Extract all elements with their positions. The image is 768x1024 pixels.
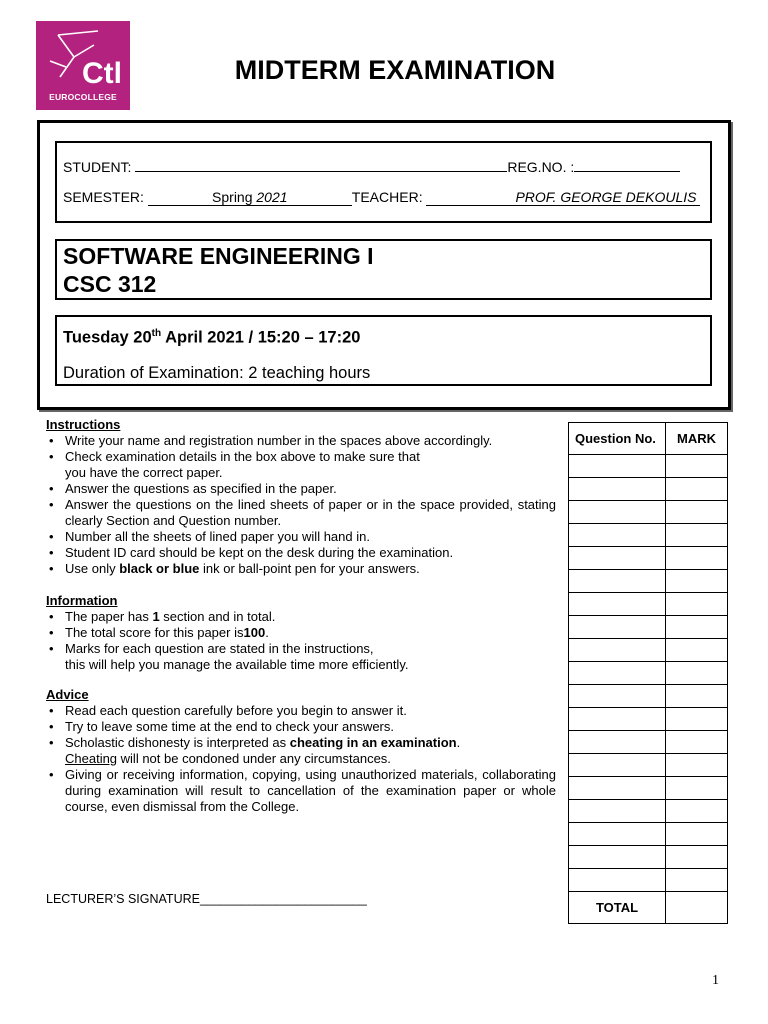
instruction-item: • Answer the questions on the lined sheets of paper or in the space provided, stating clearly Section and Question number. bbox=[46, 497, 556, 529]
marks-row bbox=[569, 616, 728, 639]
information-heading: Information bbox=[46, 593, 118, 608]
marks-row bbox=[569, 708, 728, 731]
semester-label: SEMESTER: bbox=[63, 189, 144, 205]
mark-cell[interactable] bbox=[666, 547, 728, 570]
marks-row bbox=[569, 800, 728, 823]
mark-cell[interactable] bbox=[666, 593, 728, 616]
information-item: • The paper has 1 section and in total. bbox=[46, 609, 556, 625]
exam-duration: Duration of Examination: 2 teaching hours bbox=[63, 364, 371, 382]
exam-date-suffix: th bbox=[151, 328, 162, 339]
student-details-box bbox=[55, 141, 712, 223]
marks-total-row bbox=[569, 892, 728, 924]
question-no-cell[interactable] bbox=[569, 593, 666, 616]
semester-field[interactable] bbox=[148, 189, 352, 206]
marks-row bbox=[569, 639, 728, 662]
logo-mark-icon bbox=[36, 21, 130, 91]
mark-header: MARK bbox=[666, 423, 728, 455]
instruction-item: • Write your name and registration number in the spaces above accordingly. bbox=[46, 433, 556, 449]
course-title bbox=[63, 242, 374, 298]
semester-season: Spring bbox=[212, 189, 253, 205]
teacher-field[interactable]: PROF. GEORGE DEKOULIS bbox=[426, 189, 700, 206]
information-item: • Marks for each question are stated in the instructions, this will help you manage the available time more efficiently. bbox=[46, 641, 556, 673]
mark-cell[interactable] bbox=[666, 570, 728, 593]
question-no-cell[interactable] bbox=[569, 616, 666, 639]
course-name: SOFTWARE ENGINEERING I bbox=[63, 243, 374, 269]
marks-row bbox=[569, 869, 728, 892]
course-code: CSC 312 bbox=[63, 271, 157, 297]
regno-label: REG.NO. : bbox=[507, 159, 575, 175]
question-no-cell[interactable] bbox=[569, 800, 666, 823]
mark-cell[interactable] bbox=[666, 777, 728, 800]
marks-table bbox=[568, 422, 728, 924]
advice-item: • Giving or receiving information, copying, using unauthorized materials, collaborating during examination will result to cancellation of the examination paper or whole course, even dismissal from the College. bbox=[46, 767, 556, 815]
mark-cell[interactable] bbox=[666, 501, 728, 524]
total-mark-cell[interactable] bbox=[666, 892, 728, 924]
mark-cell[interactable] bbox=[666, 869, 728, 892]
marks-row bbox=[569, 662, 728, 685]
marks-row bbox=[569, 524, 728, 547]
mark-cell[interactable] bbox=[666, 685, 728, 708]
mark-cell[interactable] bbox=[666, 616, 728, 639]
marks-row bbox=[569, 478, 728, 501]
marks-row bbox=[569, 547, 728, 570]
mark-cell[interactable] bbox=[666, 731, 728, 754]
instructions-heading: Instructions bbox=[46, 417, 121, 432]
marks-row bbox=[569, 731, 728, 754]
instruction-item: • Student ID card should be kept on the desk during the examination. bbox=[46, 545, 556, 561]
question-no-cell[interactable] bbox=[569, 455, 666, 478]
exam-date-time: April 2021 / 15:20 – 17:20 bbox=[161, 328, 361, 347]
student-name-field[interactable] bbox=[135, 157, 507, 172]
lecturer-signature-line[interactable]: LECTURER’S SIGNATURE________________________ bbox=[46, 892, 367, 906]
mark-cell[interactable] bbox=[666, 639, 728, 662]
advice-item: • Read each question carefully before you begin to answer it. bbox=[46, 703, 556, 719]
regno-field[interactable] bbox=[574, 157, 680, 172]
marks-row bbox=[569, 570, 728, 593]
instruction-item: • Answer the questions as specified in the paper. bbox=[46, 481, 556, 497]
marks-row bbox=[569, 823, 728, 846]
eurocollege-logo bbox=[36, 21, 130, 110]
advice-item: • Scholastic dishonesty is interpreted as cheating in an examination. Cheating will not be condoned under any circumstances. bbox=[46, 735, 556, 767]
page-number: 1 bbox=[712, 973, 719, 988]
mark-cell[interactable] bbox=[666, 524, 728, 547]
question-no-cell[interactable] bbox=[569, 846, 666, 869]
instruction-item: • Check examination details in the box above to make sure that you have the correct paper. bbox=[46, 449, 556, 481]
instruction-item: • Number all the sheets of lined paper you will hand in. bbox=[46, 529, 556, 545]
mark-cell[interactable] bbox=[666, 800, 728, 823]
total-label: TOTAL bbox=[569, 892, 666, 924]
question-no-cell[interactable] bbox=[569, 639, 666, 662]
instruction-item: • Use only black or blue ink or ball-point pen for your answers. bbox=[46, 561, 556, 577]
logo-text: EUROCOLLEGE bbox=[49, 92, 117, 102]
exam-date-day: Tuesday 20 bbox=[63, 328, 152, 347]
marks-row bbox=[569, 754, 728, 777]
advice-section bbox=[46, 687, 556, 815]
marks-row bbox=[569, 593, 728, 616]
mark-cell[interactable] bbox=[666, 478, 728, 501]
question-no-cell[interactable] bbox=[569, 731, 666, 754]
instructions-section bbox=[46, 417, 556, 577]
question-no-cell[interactable] bbox=[569, 547, 666, 570]
question-no-cell[interactable] bbox=[569, 869, 666, 892]
mark-cell[interactable] bbox=[666, 823, 728, 846]
question-no-cell[interactable] bbox=[569, 478, 666, 501]
teacher-label: TEACHER: bbox=[351, 189, 423, 205]
question-no-cell[interactable] bbox=[569, 570, 666, 593]
mark-cell[interactable] bbox=[666, 455, 728, 478]
marks-row bbox=[569, 501, 728, 524]
exam-date bbox=[63, 328, 360, 348]
question-no-cell[interactable] bbox=[569, 662, 666, 685]
student-row bbox=[63, 157, 680, 175]
advice-item: • Try to leave some time at the end to check your answers. bbox=[46, 719, 556, 735]
question-no-header: Question No. bbox=[569, 423, 666, 455]
mark-cell[interactable] bbox=[666, 708, 728, 731]
question-no-cell[interactable] bbox=[569, 777, 666, 800]
semester-year: 2021 bbox=[256, 189, 288, 205]
marks-row bbox=[569, 455, 728, 478]
information-section bbox=[46, 593, 556, 673]
question-no-cell[interactable] bbox=[569, 524, 666, 547]
question-no-cell[interactable] bbox=[569, 823, 666, 846]
information-item: • The total score for this paper is100. bbox=[46, 625, 556, 641]
mark-cell[interactable] bbox=[666, 754, 728, 777]
marks-row bbox=[569, 685, 728, 708]
logo-mark: Ctl bbox=[82, 57, 122, 90]
question-no-cell[interactable] bbox=[569, 685, 666, 708]
advice-heading: Advice bbox=[46, 687, 89, 702]
student-label: STUDENT: bbox=[63, 159, 132, 175]
marks-row bbox=[569, 846, 728, 869]
question-no-cell[interactable] bbox=[569, 754, 666, 777]
question-no-cell[interactable] bbox=[569, 708, 666, 731]
marks-header-row bbox=[569, 423, 728, 455]
page-title: MIDTERM EXAMINATION bbox=[234, 55, 556, 85]
marks-row bbox=[569, 777, 728, 800]
question-no-cell[interactable] bbox=[569, 501, 666, 524]
mark-cell[interactable] bbox=[666, 846, 728, 869]
semester-row bbox=[63, 189, 700, 206]
mark-cell[interactable] bbox=[666, 662, 728, 685]
